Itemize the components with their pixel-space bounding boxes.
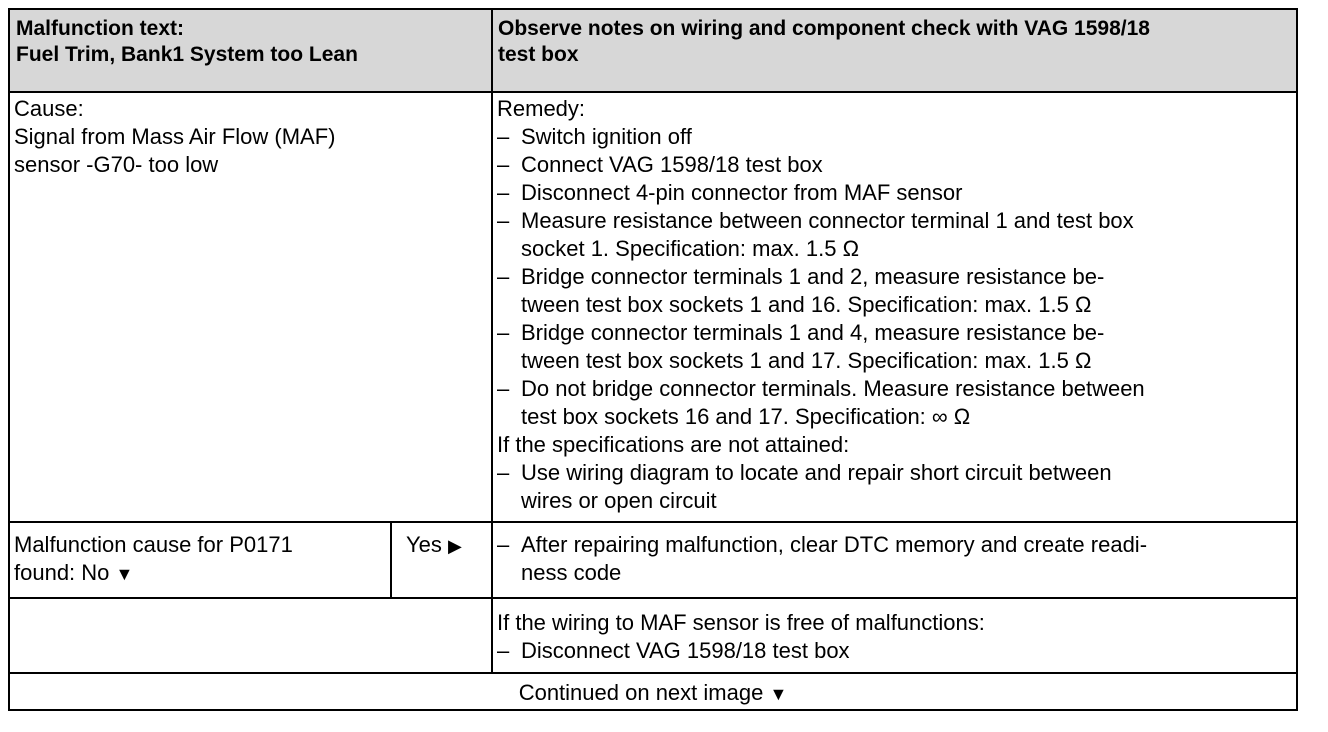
remedy-step-text: – Bridge connector terminals 1 and 2, measure resistance be- (521, 264, 1105, 289)
remedy-repair-text: – Use wiring diagram to locate and repair short circuit between (521, 460, 1112, 485)
remedy-cell (493, 93, 1296, 521)
remedy-step (497, 375, 1290, 431)
remedy-condition: If the specifications are not attained: (497, 432, 850, 457)
header-malfunction-value: Fuel Trim, Bank1 System too Lean (16, 43, 358, 66)
empty-cell (10, 599, 491, 672)
footer-continued (10, 674, 1296, 709)
header-notes-line1: Observe notes on wiring and component check with VAG 1598/18 (498, 17, 1150, 40)
remedy-step-text-cont: socket 1. Specification: max. 1.5 Ω (521, 236, 860, 261)
cause-label: Cause: (14, 96, 84, 121)
wiring-ok-condition: If the wiring to MAF sensor is free of malfunctions: (497, 610, 985, 635)
decision-action-step (497, 531, 1290, 587)
wiring-ok-step (497, 637, 1290, 665)
decision-yes-label: Yes (406, 532, 442, 557)
wiring-ok-step-text: Disconnect VAG 1598/18 test box (521, 638, 850, 663)
remedy-step (497, 207, 1290, 263)
remedy-step-text: – Do not bridge connector terminals. Measure resistance between (521, 376, 1145, 401)
remedy-step (497, 151, 1290, 179)
remedy-repair-step (497, 459, 1290, 515)
decision-no-label: found: No (14, 560, 110, 585)
remedy-label: Remedy: (497, 96, 586, 121)
remedy-step (497, 123, 1290, 151)
decision-question-line2 (14, 559, 384, 588)
down-arrow-icon: ▼ (769, 684, 788, 704)
procedure-table (8, 8, 1298, 711)
header-notes-line2: test box (498, 43, 579, 66)
remedy-step (497, 319, 1290, 375)
header-notes (492, 10, 1296, 92)
decision-yes-cell (392, 523, 491, 597)
remedy-step-text: Switch ignition off (521, 124, 692, 149)
header-malfunction-label: Malfunction text: (16, 17, 184, 40)
cause-line1: Signal from Mass Air Flow (MAF) (14, 124, 336, 149)
decision-question-line1: Malfunction cause for P0171 (14, 532, 293, 557)
remedy-step-text-cont: tween test box sockets 1 and 16. Specification: max. 1.5 Ω (521, 292, 1092, 317)
wiring-ok-cell (493, 599, 1296, 672)
remedy-step (497, 179, 1290, 207)
cause-cell (10, 93, 491, 521)
cause-line2: sensor -G70- too low (14, 152, 219, 177)
decision-question-cell (10, 523, 390, 597)
footer-continued-text: Continued on next image (518, 680, 764, 705)
decision-action-cell (493, 523, 1296, 597)
down-arrow-icon: ▼ (115, 564, 134, 584)
remedy-step (497, 263, 1290, 319)
header-malfunction-text (10, 10, 492, 92)
remedy-step-text: – Bridge connector terminals 1 and 4, measure resistance be- (521, 320, 1105, 345)
decision-action-text-cont: ness code (521, 560, 622, 585)
remedy-step-text-cont: test box sockets 16 and 17. Specification: ∞ Ω (521, 404, 971, 429)
remedy-step-text: Connect VAG 1598/18 test box (521, 152, 823, 177)
decision-action-text: – After repairing malfunction, clear DTC memory and create readi- (521, 532, 1148, 557)
remedy-repair-text-cont: wires or open circuit (521, 488, 717, 513)
right-arrow-icon: ▶ (448, 536, 462, 556)
remedy-step-text: – Measure resistance between connector terminal 1 and test box (521, 208, 1134, 233)
remedy-step-text: Disconnect 4-pin connector from MAF sensor (521, 180, 963, 205)
remedy-step-text-cont: tween test box sockets 1 and 17. Specification: max. 1.5 Ω (521, 348, 1092, 373)
